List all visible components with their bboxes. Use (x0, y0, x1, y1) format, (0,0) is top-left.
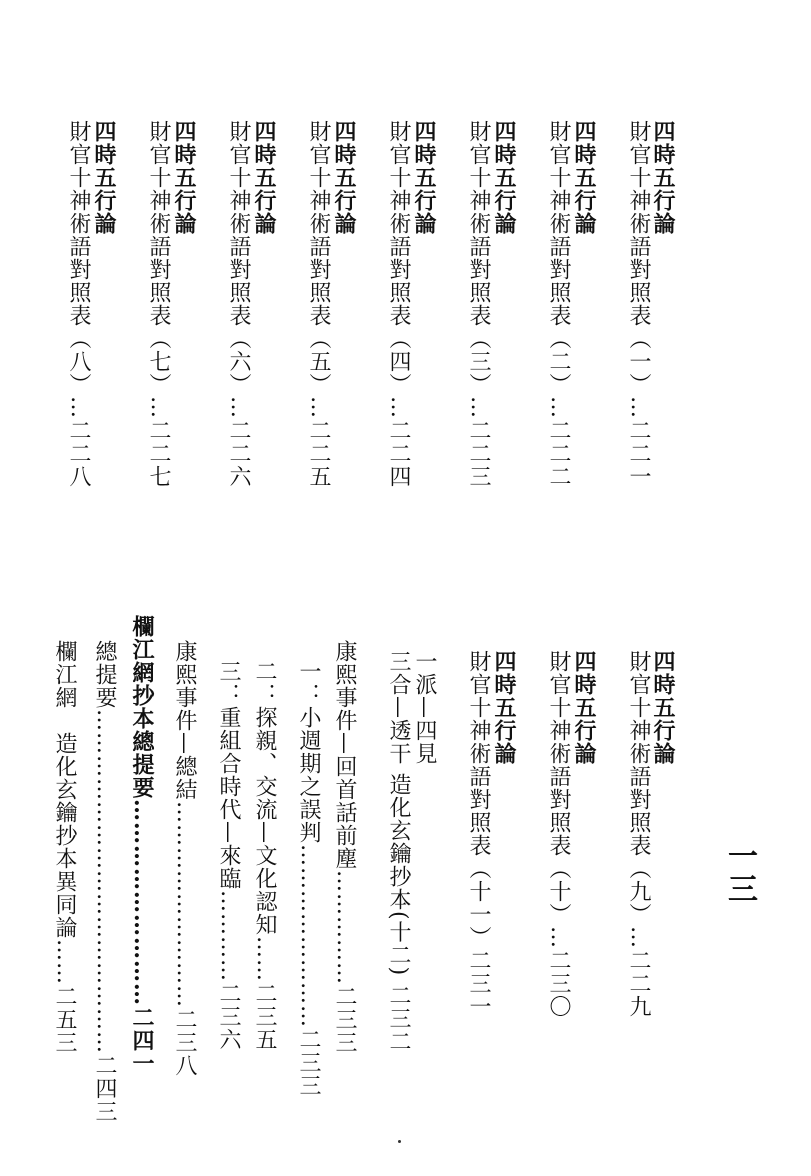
toc-entry-7-line2: 財官十神術語對照表（七）…二二七 (146, 120, 171, 488)
page-number: 一三 (722, 840, 757, 906)
toc-entry-14: 一：小週期之誤判……………………二三三 (296, 660, 321, 1097)
toc-entry-11-line2: 財官十神術語對照表（十一）二三一 (466, 650, 491, 1018)
toc-entry-1-line1: 四時五行論 (650, 120, 676, 235)
toc-entry-5-line1: 四時五行論 (331, 120, 357, 235)
toc-entry-11-line1: 四時五行論 (491, 650, 517, 765)
toc-entry-9-line1: 四時五行論 (650, 650, 676, 765)
toc-entry-6-line1: 四時五行論 (251, 120, 277, 235)
toc-entry-10-line1: 四時五行論 (571, 650, 597, 765)
toc-entry-5-line2: 財官十神術語對照表（五）…二二五 (306, 120, 331, 488)
toc-entry-18: 欄江網抄本總提要………………………二四一 (129, 615, 155, 1075)
toc-entry-17: 康熙事件—總結………………………二三八 (172, 640, 197, 1077)
toc-entry-8-line1: 四時五行論 (91, 120, 117, 235)
toc-entry-15: 二：探親、交流—文化認知……二三五 (252, 660, 277, 1051)
toc-entry-12: 三合—透干 造化玄鑰抄本(十二) 二三二 (386, 650, 411, 1054)
toc-entry-16: 三：重組合時代—來臨…………二三六 (216, 660, 241, 1051)
toc-entry-4-line2: 財官十神術語對照表（四）…二二四 (386, 120, 411, 488)
toc-entry-3-line1: 四時五行論 (491, 120, 517, 235)
scan-speck (398, 1140, 401, 1143)
toc-entry-2-line2: 財官十神術語對照表（二）…二二二 (546, 120, 571, 488)
toc-entry-20: 欄江網 造化玄鑰抄本異同論……二五三 (52, 640, 77, 1054)
toc-entry-12-prefix: 一派—四見 (412, 650, 437, 765)
toc-entry-8-line2: 財官十神術語對照表（八）…二二八 (66, 120, 91, 488)
toc-entry-4-line1: 四時五行論 (411, 120, 437, 235)
toc-entry-3-line2: 財官十神術語對照表（三）…二二三 (466, 120, 491, 488)
toc-entry-13: 康熙事件—回首話前塵……………二三三 (332, 640, 357, 1054)
toc-entry-10-line2: 財官十神術語對照表（十）…二三〇 (546, 650, 571, 1018)
toc-entry-7-line1: 四時五行論 (171, 120, 197, 235)
toc-entry-2-line1: 四時五行論 (571, 120, 597, 235)
toc-entry-1-line2: 財官十神術語對照表（一）…二二一 (626, 120, 651, 488)
toc-entry-19: 總提要………………………………………二四三 (92, 640, 117, 1123)
toc-entry-6-line2: 財官十神術語對照表（六）…二二六 (226, 120, 251, 488)
toc-entry-9-line2: 財官十神術語對照表（九）…二二九 (626, 650, 651, 1018)
